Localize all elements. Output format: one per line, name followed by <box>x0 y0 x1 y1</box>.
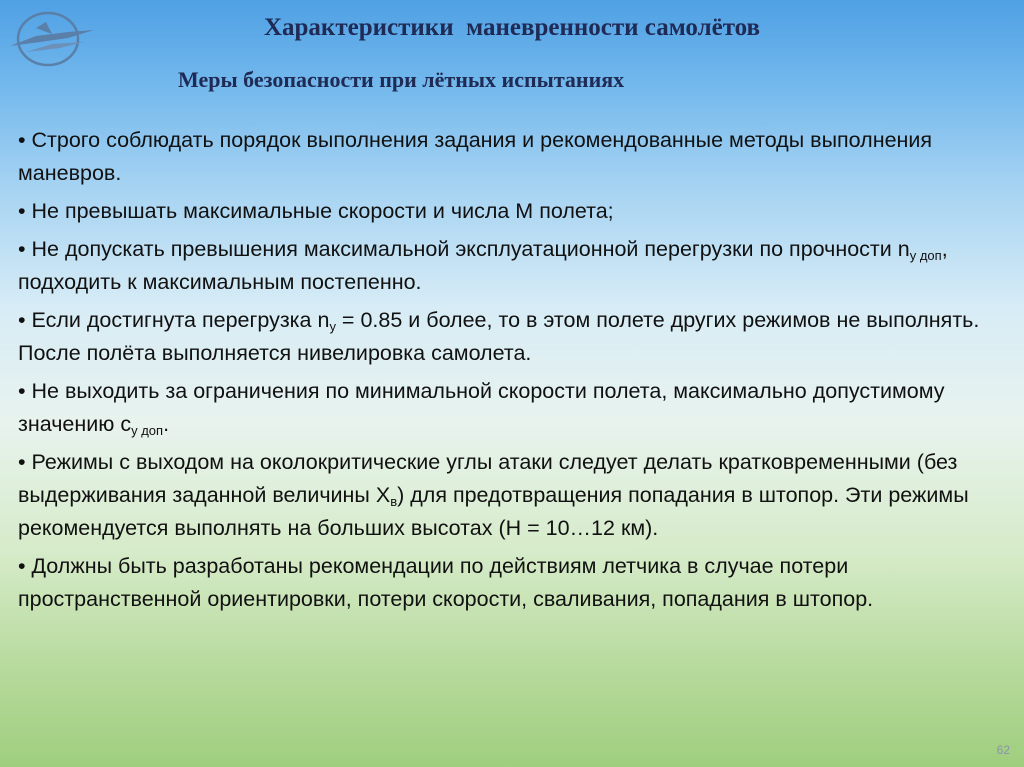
bullet-text: . <box>163 412 170 436</box>
bullet-marker: • <box>18 554 26 578</box>
bullet-subscript: у доп <box>909 248 942 263</box>
bullet-item <box>18 124 1008 190</box>
bullet-item <box>18 446 1008 545</box>
bullet-subscript: у доп <box>131 423 164 438</box>
bullet-text: Строго соблюдать порядок выполнения задания и рекомендованные методы выполнения маневров. <box>18 128 933 185</box>
bullet-item <box>18 550 1008 616</box>
bullet-text: Режимы с выходом на околокритические углы атаки следует делать кратковременными (без выдерживания заданной величины Х <box>18 450 958 507</box>
bullet-text: Если достигнута перегрузка n <box>25 308 330 332</box>
bullet-item <box>18 233 1008 299</box>
bullet-marker: • <box>18 128 26 152</box>
bullet-marker: • <box>18 308 26 332</box>
bullet-text: Не превышать максимальные скорости и числа М полета; <box>25 199 614 223</box>
bullet-item <box>18 375 1008 441</box>
bullet-marker: • <box>18 379 26 403</box>
bullet-marker: • <box>18 199 26 223</box>
bullet-list <box>18 124 1008 621</box>
bullet-subscript: в <box>390 494 398 509</box>
bullet-text: Не выходить за ограничения по минимальной скорости полета, максимально допустимому значению с <box>18 379 945 436</box>
bullet-item <box>18 195 1008 228</box>
bullet-subscript: у <box>329 319 336 334</box>
bullet-text: , подходить к максимальным постепенно. <box>18 237 948 294</box>
bullet-text: ) для предотвращения попадания в штопор. Эти режимы рекомендуется выполнять на больших высотах (Н = 10…12 км). <box>18 483 969 540</box>
bullet-item <box>18 304 1008 370</box>
bullet-text: Должны быть разработаны рекомендации по действиям летчика в случае потери пространственной ориентировки, потери скорости, сваливания, попадания в штопор. <box>18 554 874 611</box>
slide-title: Характеристики маневренности самолётов <box>263 14 761 41</box>
bullet-text: Не допускать превышения максимальной эксплуатационной перегрузки по прочности n <box>25 237 910 261</box>
slide-subtitle: Меры безопасности при лётных испытаниях <box>178 67 625 92</box>
bullet-text: = 0.85 и более, то в этом полете других режимов не выполнять. После полёта выполняется нивелировка самолета. <box>18 308 980 365</box>
page-number: 62 <box>996 743 1010 757</box>
bullet-marker: • <box>18 237 26 261</box>
bullet-marker: • <box>18 450 26 474</box>
